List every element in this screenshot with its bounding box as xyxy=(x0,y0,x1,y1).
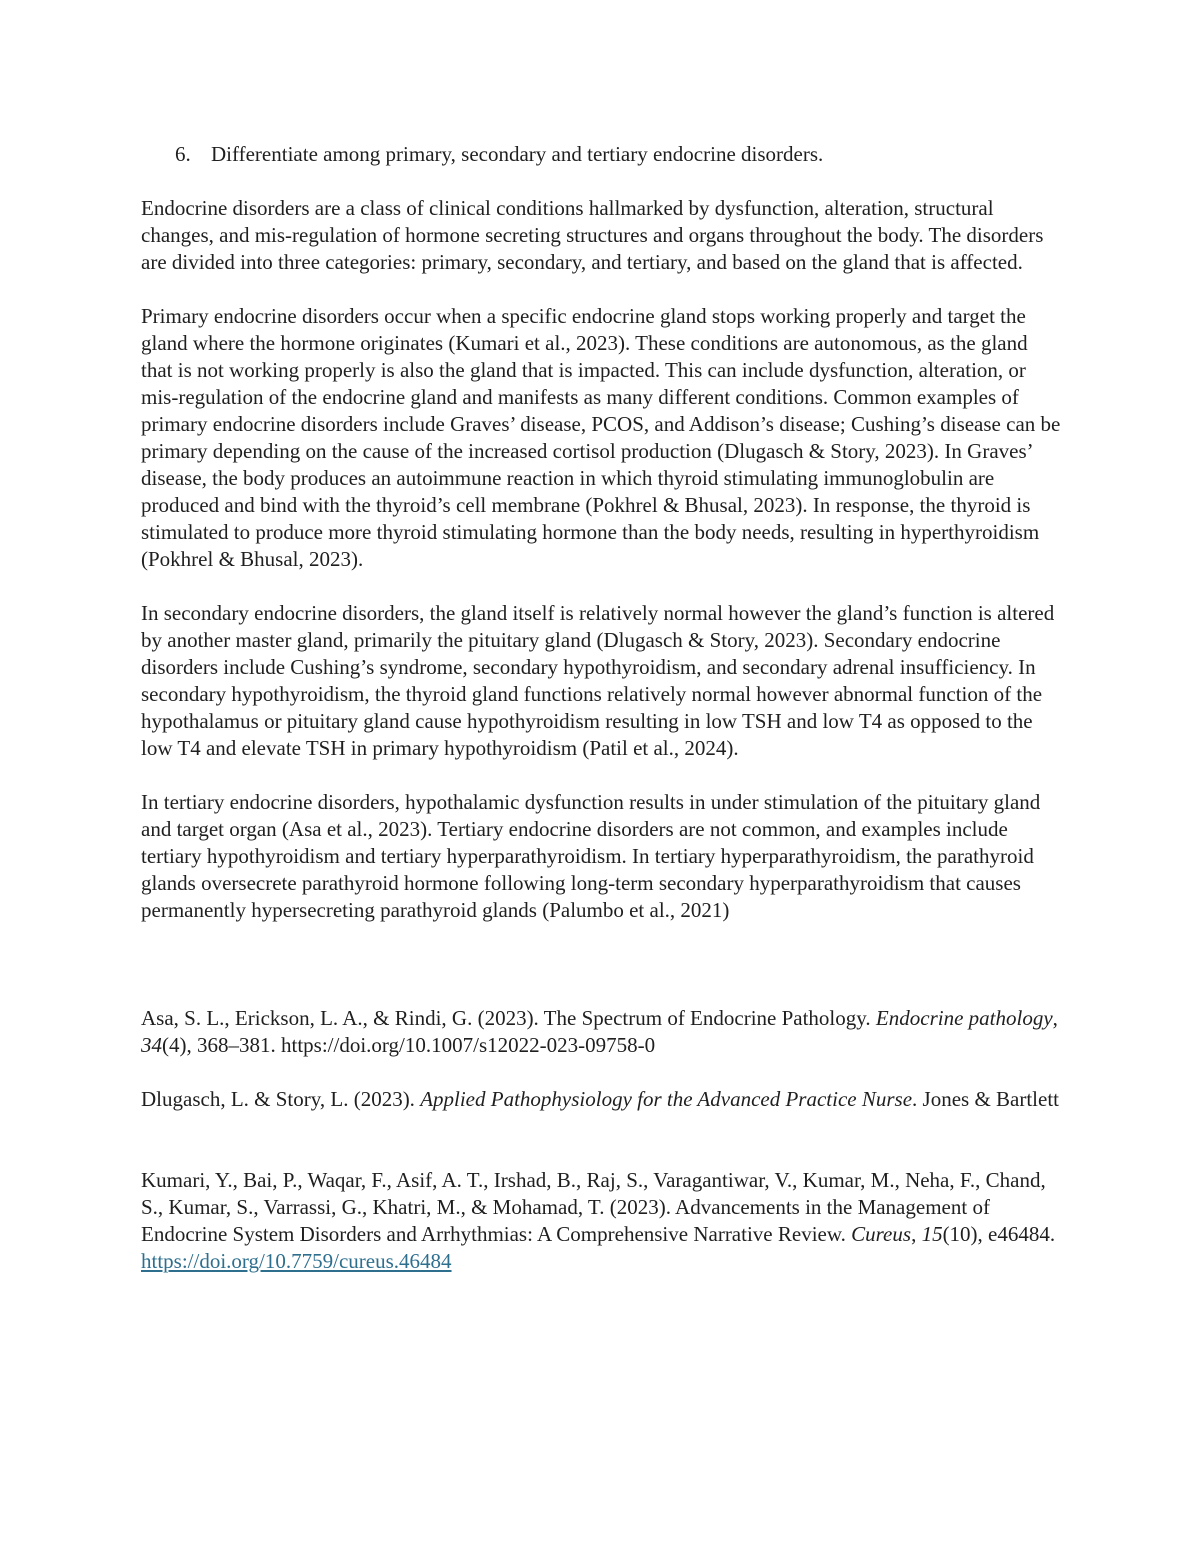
reference-journal: Endocrine pathology xyxy=(875,1006,1053,1030)
question-text: Differentiate among primary, secondary and tertiary endocrine disorders. xyxy=(211,142,824,166)
reference-kumari xyxy=(141,1167,1061,1275)
reference-asa xyxy=(141,1005,1061,1059)
secondary-disorders-paragraph: In secondary endocrine disorders, the gland itself is relatively normal however the gland’s function is altered by another master gland, primarily the pituitary gland (Dlugasch & Story, 2023). Secondary endocrine disorders include Cushing’s syndrome, secondary hypothyroidism, and secondary adrenal insufficiency. In secondary hypothyroidism, the thyroid gland functions relatively normal however abnormal function of the hypothalamus or pituitary gland cause hypothyroidism resulting in low TSH and low T4 as opposed to the low T4 and elevate TSH in primary hypothyroidism (Patil et al., 2024). xyxy=(141,601,1055,760)
reference-text: Dlugasch, L. & Story, L. (2023). xyxy=(141,1087,421,1111)
tertiary-disorders-paragraph: In tertiary endocrine disorders, hypothalamic dysfunction results in under stimulation of the pituitary gland and target organ (Asa et al., 2023). Tertiary endocrine disorders are not common, and examples include tertiary hypothyroidism and tertiary hyperparathyroidism. In tertiary hyperparathyroidism, the parathyroid glands oversecrete parathyroid hormone following long-term secondary hyperparathyroidism that causes permanently hypersecreting parathyroid glands (Palumbo et al., 2021) xyxy=(141,790,1041,922)
reference-separator: , xyxy=(1052,1006,1058,1030)
question-number-cell xyxy=(141,141,211,168)
references-list xyxy=(141,1005,1061,1275)
document-page xyxy=(141,141,1061,1302)
reference-journal: Cureus xyxy=(851,1222,912,1246)
reference-volume: 15 xyxy=(921,1222,943,1246)
question-heading xyxy=(141,141,1061,168)
reference-text: Kumari, Y., Bai, P., Waqar, F., Asif, A. T., Irshad, B., Raj, S., Varagantiwar, V., Kumar, M., Neha, F., Chand, S., Kumar, S., Varrassi, G., Khatri, M., & Mohamad, T. (2023). Advancements in the Management of Endocrine System Disorders and Arrhythmias: A Comprehensive Narrative Review. xyxy=(141,1168,1046,1246)
reference-book-title: Applied Pathophysiology for the Advanced Practice Nurse xyxy=(420,1087,913,1111)
reference-text: Asa, S. L., Erickson, L. A., & Rindi, G. (2023). The Spectrum of Endocrine Pathology. xyxy=(141,1006,876,1030)
primary-disorders-paragraph: Primary endocrine disorders occur when a specific endocrine gland stops working properly and target the gland where the hormone originates (Kumari et al., 2023). These conditions are autonomous, as the gland that is not working properly is also the gland that is impacted. This can include dysfunction, alteration, or mis-regulation of the endocrine gland and manifests as many different conditions. Common examples of primary endocrine disorders include Graves’ disease, PCOS, and Addison’s disease; Cushing’s disease can be primary depending on the cause of the increased cortisol production (Dlugasch & Story, 2023). In Graves’ disease, the body produces an autoimmune reaction in which thyroid stimulating immunoglobulin are produced and bind with the thyroid’s cell membrane (Pokhrel & Bhusal, 2023). In response, the thyroid is stimulated to produce more thyroid stimulating hormone than the body needs, resulting in hyperthyroidism (Pokhrel & Bhusal, 2023). xyxy=(141,304,1061,571)
reference-text: . Jones & Bartlett xyxy=(912,1087,1060,1111)
reference-text: (10), e46484. xyxy=(942,1222,1056,1246)
reference-volume: 34 xyxy=(141,1033,162,1057)
reference-separator: , xyxy=(911,1222,922,1246)
doi-link[interactable]: https://doi.org/10.7759/cureus.46484 xyxy=(141,1249,452,1273)
question-number: 6. xyxy=(175,142,191,166)
reference-text: (4), 368–381. https://doi.org/10.1007/s12022-023-09758-0 xyxy=(162,1033,656,1057)
intro-paragraph: Endocrine disorders are a class of clinical conditions hallmarked by dysfunction, alteration, structural changes, and mis-regulation of hormone secreting structures and organs throughout the body. The disorders are divided into three categories: primary, secondary, and tertiary, and based on the gland that is affected. xyxy=(141,196,1044,274)
reference-dlugasch xyxy=(141,1086,1061,1113)
